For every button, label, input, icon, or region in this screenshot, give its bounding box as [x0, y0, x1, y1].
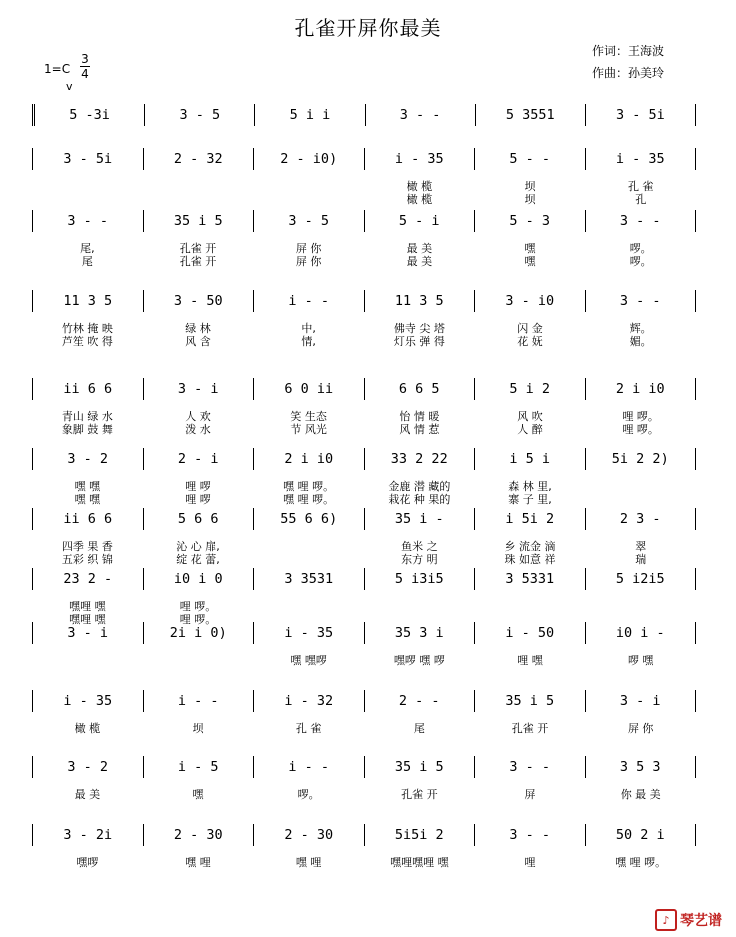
lyric-segment: 绽 花 蕾, [176, 553, 220, 566]
lyric-segment: 啰。 [629, 242, 652, 255]
measure: i - - [143, 690, 254, 712]
lyric-segment: 嘿 嘿 [74, 480, 101, 493]
lyric-segment: 孔雀 开 [401, 788, 438, 801]
lyric-segment: 坝 [524, 193, 536, 206]
lyric-segment: 屏 你 [295, 255, 322, 268]
measure: 35 i 5 [143, 210, 254, 232]
lyric-segment: 绿 林 [185, 322, 211, 335]
lyric-segment: 嘿哩嘿哩 嘿 [390, 856, 449, 869]
measure: 3 - - [474, 756, 585, 778]
lyric-segment: 四季 果 香 [61, 540, 113, 553]
lyric-line-1 [32, 410, 696, 423]
measure: 3 - 2 [32, 756, 143, 778]
lyric-segment: 翠 [635, 540, 647, 553]
lyric-segment: 东方 明 [401, 553, 438, 566]
measure: i - 32 [253, 690, 364, 712]
measure: 3 - i [143, 378, 254, 400]
lyric-segment [253, 540, 364, 553]
measure: 3 - i [32, 622, 143, 644]
lyric-segment: 青山 绿 水 [61, 410, 113, 423]
lyric-segment: 竹林 掩 映 [61, 322, 113, 335]
lyric-segment: 坝 [524, 180, 536, 193]
lyric-segment: 孔 雀 [627, 180, 654, 193]
measure: i0 i 0 [143, 568, 254, 590]
lyric-segment: 橄 榄 [74, 722, 101, 735]
measure: 50 2 i [585, 824, 697, 846]
lyric-line-1 [32, 242, 696, 255]
measure: 3 - 2 [32, 448, 143, 470]
lyric-segment: 辉。 [629, 322, 652, 335]
measure: 2i i 0) [143, 622, 254, 644]
staff-row [32, 148, 696, 170]
lyric-segment: 人 醉 [517, 423, 543, 436]
lyric-segment: 嘿 哩 [295, 856, 322, 869]
measure: 5 i2i5 [585, 568, 697, 590]
lyric-segment: 花 妩 [517, 335, 543, 348]
measure: 11 3 5 [32, 290, 143, 312]
lyric-segment: 孔 雀 [295, 722, 322, 735]
lyric-line-1 [32, 600, 696, 613]
lyric-segment: 珠 如意 祥 [504, 553, 556, 566]
lyric-segment: 橄 榄 [406, 180, 433, 193]
lyric-segment: 哩 啰。 [622, 410, 659, 423]
measure: 2 - 30 [253, 824, 364, 846]
lyric-segment: 啰 嘿 [627, 654, 654, 667]
lyric-segment [32, 180, 143, 193]
measure: i - - [253, 756, 364, 778]
lyric-segment: 尾 [413, 722, 425, 735]
lyric-segment: 沁 心 扉, [176, 540, 220, 553]
lyric-segment: 象脚 鼓 舞 [61, 423, 113, 436]
lyric-line-2 [32, 255, 696, 268]
measure: 55 6 6) [253, 508, 364, 530]
lyric-segment: 风 情 惹 [399, 423, 440, 436]
lyric-segment [253, 600, 364, 613]
lyric-segment: 瑞 [635, 553, 647, 566]
lyric-segment: 孔雀 开 [179, 255, 217, 268]
lyric-segment: 嘿 哩 啰。 [283, 493, 335, 506]
measure: 2 3 - [585, 508, 697, 530]
measure: 5 i 2 [474, 378, 585, 400]
lyric-line-1 [32, 654, 696, 667]
lyric-segment: 最 美 [74, 788, 101, 801]
lyric-segment: 笑 生态 [290, 410, 327, 423]
lyric-segment: 乡 流金 滴 [504, 540, 556, 553]
lyric-segment: 嘿 [524, 242, 536, 255]
measure: 5 i3i5 [364, 568, 475, 590]
lyric-segment: 孔雀 开 [179, 242, 217, 255]
lyric-segment: 哩 啰 [185, 480, 211, 493]
measure: 2 - - [364, 690, 475, 712]
lyric-segment: 风 吹 [517, 410, 543, 423]
lyric-line-1 [32, 480, 696, 493]
measure: 3 - 5 [144, 104, 254, 126]
measure: i0 i - [585, 622, 697, 644]
lyric-segment: 人 欢 [185, 410, 211, 423]
lyric-segment: 孔雀 开 [511, 722, 549, 735]
measure: 5i 2 2) [585, 448, 697, 470]
measure: 3 - 2i [32, 824, 143, 846]
measure: 3 5 3 [585, 756, 697, 778]
time-signature [80, 52, 90, 81]
lyric-segment [253, 193, 364, 206]
measure: 33 2 22 [364, 448, 475, 470]
measure: 2 - i0) [253, 148, 364, 170]
measure: i 5 i [474, 448, 585, 470]
measure: 5 -3i [32, 104, 144, 126]
lyric-segment: 嘿 哩 啰。 [283, 480, 335, 493]
lyric-segment: 嘿 哩 啰。 [615, 856, 667, 869]
lyric-segment: 中, [301, 322, 316, 335]
logo-text: 琴艺谱 [680, 913, 722, 929]
measure: 35 3 i [364, 622, 475, 644]
lyric-segment: 哩 啰 [185, 493, 211, 506]
composer-credit: 作曲：孙美玲 [592, 66, 665, 80]
lyric-line-1 [32, 180, 696, 193]
lyric-segment: 屏 你 [627, 722, 654, 735]
lyric-line-1 [32, 722, 696, 735]
measure: i - - [253, 290, 364, 312]
song-title: 孔雀开屏你最美 [294, 16, 442, 40]
measure: i - 50 [474, 622, 585, 644]
measure: 11 3 5 [364, 290, 475, 312]
lyric-line-2 [32, 493, 696, 506]
lyric-segment: 嘿哩 嘿 [69, 613, 106, 626]
staff-row [32, 104, 696, 126]
staff-row [32, 378, 696, 400]
lyric-segment [143, 654, 254, 667]
measure: 3 - 5i [32, 148, 143, 170]
staff-row [32, 508, 696, 530]
lyric-segment [585, 493, 696, 506]
measure: 3 - - [585, 210, 697, 232]
measure: i - 35 [585, 148, 697, 170]
measure: i - 35 [32, 690, 143, 712]
measure: 6 6 5 [364, 378, 475, 400]
lyric-segment [585, 480, 696, 493]
breath-mark-icon: v [66, 80, 73, 93]
staff-row [32, 448, 696, 470]
measure: 2 i i0 [585, 378, 697, 400]
lyric-segment: 泼 水 [185, 423, 211, 436]
measure: ii 6 6 [32, 378, 143, 400]
lyric-segment: 坝 [192, 722, 204, 735]
lyric-segment: 哩 嘿 [517, 654, 543, 667]
measure: 5 - - [474, 148, 585, 170]
staff-row [32, 690, 696, 712]
lyric-segment: 嘿哩 嘿 [69, 600, 106, 613]
measure: i - 35 [364, 148, 475, 170]
lyric-segment: 孔 [635, 193, 647, 206]
measure: 3 - 5 [253, 210, 364, 232]
lyric-segment: 屏 [524, 788, 536, 801]
lyric-segment: 哩 啰。 [179, 600, 217, 613]
lyric-segment: 情, [301, 335, 316, 348]
lyric-line-1 [32, 540, 696, 553]
lyric-segment [143, 180, 254, 193]
key-signature: 1=C [44, 62, 71, 76]
staff-row [32, 210, 696, 232]
lyric-line-1 [32, 322, 696, 335]
measure: 2 - 30 [143, 824, 254, 846]
lyric-segment [32, 193, 143, 206]
lyric-segment [475, 600, 586, 613]
lyric-segment: 嘿 [524, 255, 536, 268]
lyric-segment: 哩 [524, 856, 536, 869]
lyric-line-2 [32, 335, 696, 348]
measure: 2 - i [143, 448, 254, 470]
staff-row [32, 756, 696, 778]
measure: 5 - 3 [474, 210, 585, 232]
measure: 5 i i [254, 104, 364, 126]
lyric-segment [253, 180, 364, 193]
measure: 3 3531 [253, 568, 364, 590]
measure: 23 2 - [32, 568, 143, 590]
lyric-segment: 灯乐 弹 得 [393, 335, 445, 348]
lyric-segment: 闪 金 [517, 322, 543, 335]
measure: 3 - - [585, 290, 697, 312]
measure: 3 - - [32, 210, 143, 232]
measure: 2 i i0 [253, 448, 364, 470]
lyric-segment: 尾 [81, 255, 93, 268]
lyric-line-2 [32, 423, 696, 436]
lyric-segment: 嘿啰 嘿 啰 [393, 654, 445, 667]
lyric-segment: 哩 啰。 [622, 423, 659, 436]
measure: 3 - - [365, 104, 475, 126]
meter-bottom: 4 [81, 67, 89, 81]
lyric-line-1 [32, 788, 696, 801]
lyric-segment: 金鹿 潜 藏的 [388, 480, 451, 493]
measure: i 5i 2 [474, 508, 585, 530]
staff-row [32, 568, 696, 590]
lyric-segment: 节 风光 [290, 423, 327, 436]
measure: 6 0 ii [253, 378, 364, 400]
lyric-segment: 哩 啰。 [179, 613, 217, 626]
lyric-segment: 橄 榄 [406, 193, 433, 206]
measure: 3 - 50 [143, 290, 254, 312]
lyric-line-1 [32, 856, 696, 869]
lyric-segment: 寨 子 里, [508, 493, 552, 506]
lyric-segment: 五彩 织 锦 [61, 553, 113, 566]
lyric-segment: 嘿 哩 [185, 856, 211, 869]
measure: 35 i 5 [474, 690, 585, 712]
measure: i - 5 [143, 756, 254, 778]
lyric-line-2 [32, 193, 696, 206]
lyric-line-2 [32, 553, 696, 566]
lyric-segment: 嘿 [192, 788, 204, 801]
lyric-segment [585, 600, 696, 613]
staff-row [32, 824, 696, 846]
lyricist-credit: 作词：王海波 [592, 44, 665, 58]
staff-row [32, 290, 696, 312]
measure: 3 - i [585, 690, 697, 712]
lyric-segment: 你 最 美 [620, 788, 661, 801]
lyric-segment: 佛寺 尖 塔 [393, 322, 445, 335]
measure: 3 - - [474, 824, 585, 846]
logo-icon: ♪ [655, 909, 677, 931]
lyric-segment: 风 含 [185, 335, 211, 348]
lyric-segment: 嘿啰 [76, 856, 99, 869]
lyric-segment: 屏 你 [295, 242, 322, 255]
measure: 3 5331 [474, 568, 585, 590]
lyric-segment [32, 654, 143, 667]
measure: 5i5i 2 [364, 824, 475, 846]
measure: 35 i 5 [364, 756, 475, 778]
meter-top: 3 [81, 52, 89, 66]
lyric-segment: 嘿 嘿 [74, 493, 101, 506]
measure: i - 35 [253, 622, 364, 644]
lyric-segment [143, 193, 254, 206]
lyric-segment [364, 600, 475, 613]
lyric-segment: 芦笙 吹 得 [61, 335, 113, 348]
lyric-segment: 最 美 [406, 242, 433, 255]
lyric-segment [253, 553, 364, 566]
lyric-segment: 啰。 [297, 788, 320, 801]
lyric-segment: 森 林 里, [508, 480, 552, 493]
lyric-segment: 鱼米 之 [401, 540, 438, 553]
lyric-segment: 尾, [80, 242, 95, 255]
lyric-segment: 最 美 [406, 255, 433, 268]
lyric-segment: 嘿 嘿啰 [290, 654, 327, 667]
measure: 35 i - [364, 508, 475, 530]
publisher-logo [655, 909, 722, 931]
measure: 5 3551 [475, 104, 585, 126]
lyric-segment: 啰。 [629, 255, 652, 268]
staff-row [32, 622, 696, 644]
measure: 5 6 6 [143, 508, 254, 530]
lyric-segment: 媚。 [629, 335, 652, 348]
measure: 2 - 32 [143, 148, 254, 170]
lyric-segment: 怡 情 暖 [399, 410, 440, 423]
measure: ii 6 6 [32, 508, 143, 530]
lyric-segment: 栽花 种 果的 [388, 493, 451, 506]
measure: 3 - 5i [585, 104, 696, 126]
measure: 3 - i0 [474, 290, 585, 312]
measure: 5 - i [364, 210, 475, 232]
